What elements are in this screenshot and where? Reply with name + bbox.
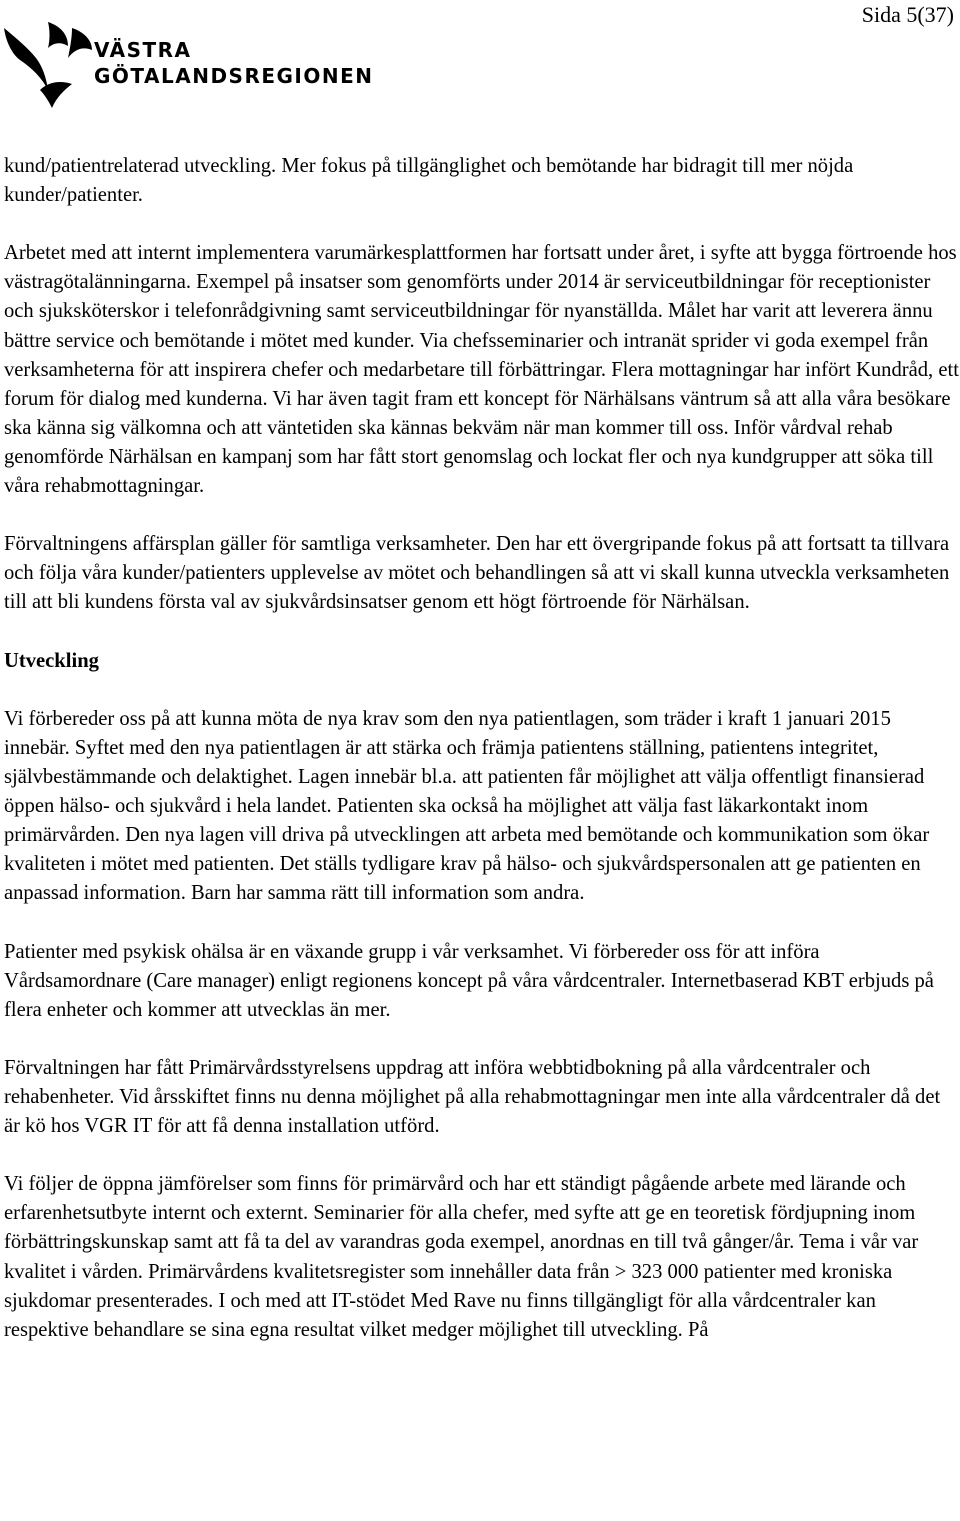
organization-logo xyxy=(2,20,392,110)
document-body xyxy=(4,152,959,1345)
paragraph: Förvaltningen har fått Primärvårdsstyrelsens uppdrag att införa webbtidbokning på alla vårdcentraler och rehabenheter. Vid årsskiftet finns nu denna möjlighet på alla rehabmottagningar men inte alla vårdcentraler då det är kö hos VGR IT för att få denna installation utförd. xyxy=(4,1056,941,1138)
paragraph: Förvaltningens affärsplan gäller för samtliga verksamheter. Den har ett övergripande fokus på att fortsatt ta tillvara och följa våra kunder/patienters upplevelse av mötet och behandlingen så att vi skall kunna utveckla verksamheten till att bli kundens första val av sjukvårdsinsatser genom ett högt förtroende för Närhälsan. xyxy=(4,533,950,614)
section-heading: Utveckling xyxy=(4,649,99,672)
paragraph: Vi följer de öppna jämförelser som finns för primärvård och har ett ständigt pågående arbete med lärande och erfarenhetsutbyte internt och externt. Seminarier för alla chefer, med syfte att ge en teoretisk fördjupning inom förbättringskunskap samt att få ta del av varandras goda exempel, anordnas en till två gånger/år. Tema i vår var kvalitet i vården. Primärvårdens kvalitetsregister som innehåller data från > 323 000 patienter med kroniska sjukdomar presenterades. I och med att IT-stödet Med Rave nu finns tillgängligt för alla vårdcentraler kan respektive behandlare se sina egna resultat vilket medger möjlighet till utveckling. På xyxy=(4,1173,919,1341)
page-number: Sida 5(37) xyxy=(861,2,954,27)
logo-wordmark-line1: VÄSTRA xyxy=(94,38,192,62)
vgr-emblem-icon xyxy=(2,20,94,110)
paragraph: kund/patientrelaterad utveckling. Mer fokus på tillgänglighet och bemötande har bidragit till mer nöjda kunder/patienter. xyxy=(4,155,854,207)
paragraph: Vi förbereder oss på att kunna möta de nya krav som den nya patientlagen, som träder i kraft 1 januari 2015 innebär. Syftet med den nya patientlagen är att stärka och främja patientens ställning, patientens integritet, självbestämmande och delaktighet. Lagen innebär bl.a. att patienten får möjlighet att välja offentligt finansierad öppen hälso- och sjukvård i hela landet. Patienten ska också ha möjlighet att välja fast läkarkontakt inom primärvården. Den nya lagen vill driva på utvecklingen att arbeta med bemötande och kommunikation som ökar kvaliteten i mötet med patienten. Det ställs tydligare krav på hälso- och sjukvårdspersonalen att ge patienten en anpassad information. Barn har samma rätt till information som andra. xyxy=(4,707,930,905)
paragraph: Arbetet med att internt implementera varumärkesplattformen har fortsatt under året, i syfte att bygga förtroende hos västragötalänningarna. Exempel på insatser som genomförts under 2014 är serviceutbildningar för receptionister och sjuksköterskor i telefonrådgivning samt serviceutbildningar för nyanställda. Målet har varit att leverera ännu bättre service och bemötande i mötet med kunder. Via chefsseminarier och intranät sprider vi goda exempel från verksamheterna för att inspirera chefer och medarbetare till förbättringar. Flera mottagningar har infört Kundråd, ett forum för dialog med kunderna. Vi har även tagit fram ett koncept för Närhälsans väntrum så att alla våra besökare ska känna sig välkomna och att väntetiden ska kännas bekväm när man kommer till oss. Inför vårdval rehab genomförde Närhälsan en kampanj som har fått stort genomslag och lockat fler och nya kundgrupper att söka till våra rehabmottagningar. xyxy=(4,242,959,498)
paragraph: Patienter med psykisk ohälsa är en växande grupp i vår verksamhet. Vi förbereder oss för att införa Vårdsamordnare (Care manager) enligt regionens koncept på våra vårdcentraler. Internetbaserad KBT erbjuds på flera enheter och kommer att utvecklas än mer. xyxy=(4,940,934,1021)
logo-wordmark-line2: GÖTALANDSREGIONEN xyxy=(94,64,374,88)
